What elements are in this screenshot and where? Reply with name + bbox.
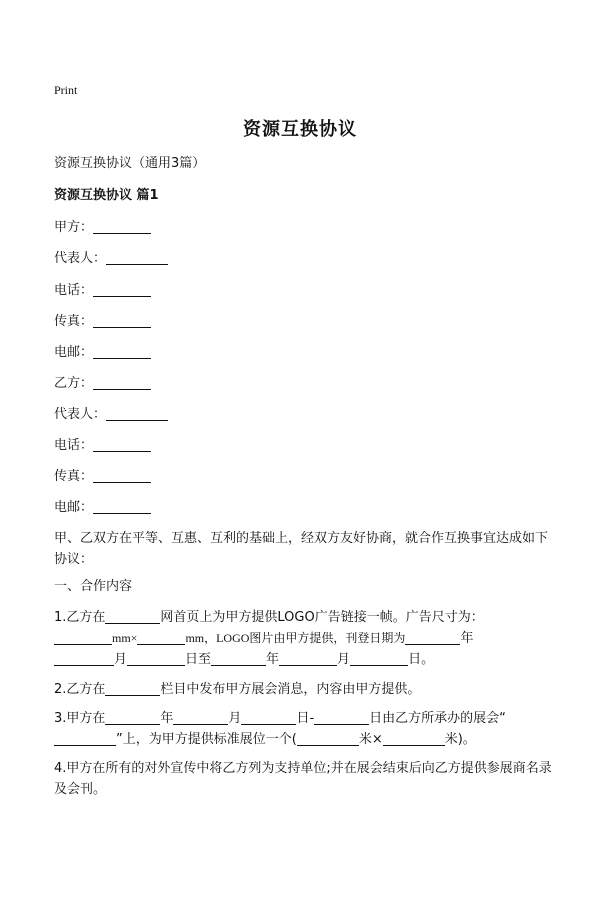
clause-4: 4.甲方在所有的对外宣传中将乙方列为支持单位;并在展会结束后向乙方提供参展商名录及会刊。 [54, 761, 552, 797]
field-fax-a [54, 313, 151, 331]
blank-line [279, 651, 337, 666]
field-label: 代表人： [54, 251, 107, 266]
clause-text: 日至 [185, 652, 212, 667]
clause-text: 日- [296, 711, 315, 726]
field-phone-a [54, 282, 151, 300]
field-label: 传真： [54, 314, 94, 329]
field-label: 电话： [54, 283, 94, 298]
document-subtitle: 资源互换协议（通用3篇） [54, 156, 206, 171]
print-link[interactable]: Print [54, 83, 78, 97]
blank-line [297, 731, 359, 746]
document-title: 资源互换协议 [243, 119, 357, 140]
field-party-b [54, 375, 151, 393]
blank-line [105, 609, 160, 624]
blank-line [93, 313, 151, 328]
field-label: 甲方： [54, 220, 94, 235]
blank-line [405, 630, 460, 645]
clause-text: 米× [358, 732, 383, 747]
clause-text: 月 [228, 711, 242, 726]
field-fax-b [54, 468, 151, 486]
blank-line [350, 651, 408, 666]
field-email-a [54, 344, 151, 362]
blank-line [93, 282, 151, 297]
field-label: 电话： [54, 438, 94, 453]
blank-line [105, 710, 160, 725]
blank-line [241, 710, 296, 725]
blank-line [93, 375, 151, 390]
field-label: 代表人： [54, 407, 107, 422]
clause-3 [54, 708, 554, 750]
blank-line [211, 651, 266, 666]
field-label: 电邮： [54, 345, 94, 360]
clause-text: mm× [112, 631, 138, 645]
field-representative-a [54, 250, 168, 268]
blank-line [54, 630, 112, 645]
clause-text: 3.甲方在 [54, 711, 106, 726]
clause-2 [54, 679, 554, 700]
blank-line [93, 499, 151, 514]
clause-text: 年 [266, 652, 280, 667]
section-one-heading: 一、合作内容 [54, 579, 133, 594]
blank-line [173, 710, 228, 725]
clause-1 [54, 607, 554, 670]
blank-line [106, 406, 168, 421]
clause-text: 米)。 [444, 732, 476, 747]
field-label: 电邮： [54, 500, 94, 515]
clause-text: 月 [337, 652, 351, 667]
blank-line [383, 731, 445, 746]
clause-text: 网首页上为甲方提供LOGO广告链接一帧。广告尺寸为： [160, 610, 484, 625]
field-representative-b [54, 406, 168, 424]
blank-line [93, 219, 151, 234]
blank-line [137, 630, 185, 645]
intro-paragraph: 甲、乙双方在平等、互惠、互利的基础上，经双方友好协商，就合作互换事宜达成如下协议： [54, 531, 549, 567]
clause-text: 月 [114, 652, 128, 667]
blank-line [105, 681, 160, 696]
blank-line [127, 651, 185, 666]
field-label: 传真： [54, 469, 94, 484]
blank-line [93, 344, 151, 359]
clause-text: ”上，为甲方提供标准展位一个( [116, 732, 297, 747]
field-email-b [54, 499, 151, 517]
blank-line [93, 437, 151, 452]
blank-line [93, 468, 151, 483]
clause-text: 年 [460, 631, 474, 646]
blank-line [54, 731, 116, 746]
clause-text: 2.乙方在 [54, 682, 106, 697]
field-label: 乙方： [54, 376, 94, 391]
blank-line [54, 651, 114, 666]
section-heading: 资源互换协议 篇1 [54, 188, 159, 203]
field-party-a [54, 219, 151, 237]
clause-text: mm，LOGO图片由甲方提供，刊登日期为 [185, 631, 406, 645]
clause-text: 日由乙方所承办的展会“ [369, 711, 506, 726]
clause-text: 日。 [408, 652, 435, 667]
clause-text: 年 [160, 711, 174, 726]
clause-text: 栏目中发布甲方展会消息，内容由甲方提供。 [160, 682, 421, 697]
blank-line [106, 250, 168, 265]
blank-line [314, 710, 369, 725]
field-phone-b [54, 437, 151, 455]
clause-text: 1.乙方在 [54, 610, 106, 625]
